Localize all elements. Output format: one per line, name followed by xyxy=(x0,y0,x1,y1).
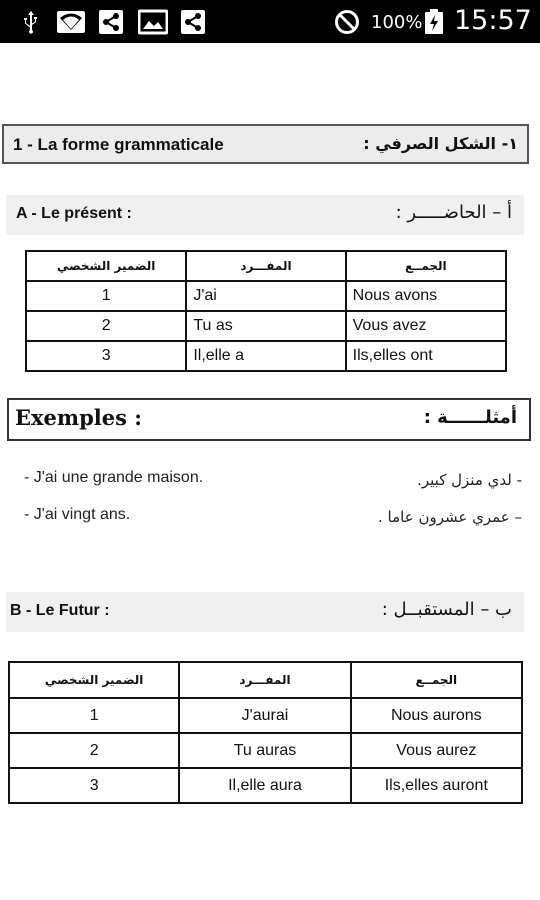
table-cell: Vous aurez xyxy=(351,733,522,768)
table-row xyxy=(9,733,522,768)
usb-icon xyxy=(18,9,44,35)
futur-table xyxy=(8,661,523,804)
present-header xyxy=(6,195,524,235)
battery-charging-icon xyxy=(424,9,444,35)
document-page xyxy=(0,43,540,900)
battery-percent: 100% xyxy=(371,12,423,33)
table-cell: J'aurai xyxy=(179,698,350,733)
examples-title-fr: Exemples : xyxy=(15,405,143,430)
do-not-disturb-icon xyxy=(334,9,360,35)
section-title-ar: ١- الشكل الصرفي : xyxy=(363,134,518,153)
section-title-fr: 1 - La forme grammaticale xyxy=(13,135,224,154)
clock: 15:57 xyxy=(454,5,532,36)
table-header-pronoun: الضمير الشخصي xyxy=(26,251,186,281)
table-row xyxy=(9,768,522,803)
table-header-pronoun: الضمير الشخصي xyxy=(9,662,179,698)
table-cell: Ils,elles auront xyxy=(351,768,522,803)
table-cell: Tu auras xyxy=(179,733,350,768)
example-fr-2: - J'ai vingt ans. xyxy=(24,506,131,523)
image-icon xyxy=(138,9,168,35)
present-table xyxy=(25,250,507,372)
table-cell: Il,elle a xyxy=(186,341,345,371)
example-ar-1: - لدي منزل كبير. xyxy=(417,471,522,489)
table-cell: Tu as xyxy=(186,311,345,341)
share-icon xyxy=(180,9,206,35)
table-header-plural: الجمــع xyxy=(351,662,522,698)
table-cell: Vous avez xyxy=(346,311,506,341)
present-title-ar: أ – الحاضـــــر : xyxy=(395,202,512,223)
table-header-plural: الجمــع xyxy=(346,251,506,281)
table-row xyxy=(9,698,522,733)
table-cell: Il,elle aura xyxy=(179,768,350,803)
examples-header xyxy=(7,398,531,441)
table-row xyxy=(26,341,506,371)
table-cell: Ils,elles ont xyxy=(346,341,506,371)
table-cell: 3 xyxy=(26,341,186,371)
present-title-fr: A - Le présent : xyxy=(16,205,132,222)
examples-title-ar: أمثلــــــة : xyxy=(423,407,517,428)
table-header-singular: المفـــرد xyxy=(179,662,350,698)
table-header-row xyxy=(26,251,506,281)
table-cell: 1 xyxy=(26,281,186,311)
table-cell: 2 xyxy=(9,733,179,768)
table-cell: 2 xyxy=(26,311,186,341)
futur-header xyxy=(6,592,524,632)
share-icon xyxy=(98,9,124,35)
table-header-row xyxy=(9,662,522,698)
status-bar xyxy=(0,0,540,43)
table-cell: Nous avons xyxy=(346,281,506,311)
table-cell: 1 xyxy=(9,698,179,733)
section-header xyxy=(2,124,529,164)
futur-title-ar: ب – المستقبــل : xyxy=(381,599,512,620)
table-row xyxy=(26,311,506,341)
wifi-icon xyxy=(56,9,86,35)
table-row xyxy=(26,281,506,311)
table-header-singular: المفـــرد xyxy=(186,251,345,281)
example-ar-2: – عمري عشرون عاما . xyxy=(378,508,522,526)
table-cell: J'ai xyxy=(186,281,345,311)
table-cell: Nous aurons xyxy=(351,698,522,733)
futur-title-fr: B - Le Futur : xyxy=(10,602,110,619)
example-fr-1: - J'ai une grande maison. xyxy=(24,469,204,486)
table-cell: 3 xyxy=(9,768,179,803)
